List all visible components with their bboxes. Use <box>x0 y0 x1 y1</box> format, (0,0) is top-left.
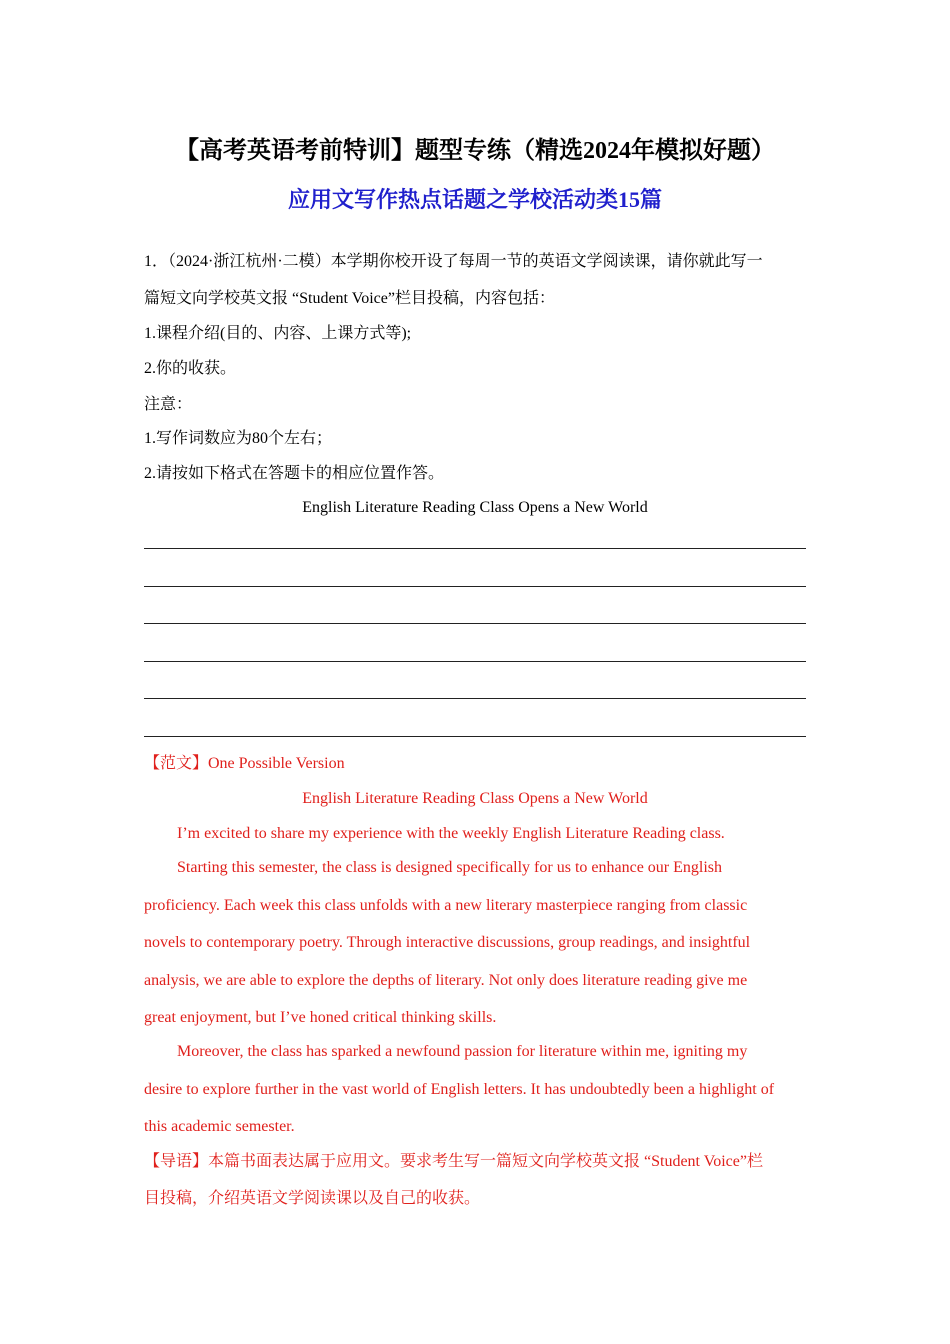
note-item-1: 1.写作词数应为80个左右； <box>144 430 333 447</box>
sample-paragraph-line: analysis, we are able to explore the depths of literary. Not only does literature reading give me <box>144 972 748 989</box>
sample-label: 【范文】One Possible Version <box>144 755 345 772</box>
guide-line-1: 【导语】本篇书面表达属于应用文。要求考生写一篇短文向学校英文报 “Student Voice”栏 <box>144 1153 763 1170</box>
sample-paragraph-line: Starting this semester, the class is designed specifically for us to enhance our English <box>177 859 723 876</box>
sample-paragraph-line: proficiency. Each week this class unfolds with a new literary masterpiece ranging from classic <box>144 897 748 914</box>
sample-paragraph-line: desire to explore further in the vast world of English letters. It has undoubtedly been a highlight of <box>144 1081 775 1098</box>
question-prompt-line-1: 1．（2024·浙江杭州·二模）本学期你校开设了每周一节的英语文学阅读课，请你就此写一 <box>144 253 763 270</box>
sample-title: English Literature Reading Class Opens a New World <box>302 790 648 807</box>
content-point-1: 1.课程介绍(目的、内容、上课方式等); <box>144 325 412 342</box>
sample-paragraph-line: Moreover, the class has sparked a newfound passion for literature within me, igniting my <box>177 1043 748 1060</box>
note-label: 注意： <box>144 396 193 413</box>
answer-line <box>144 548 806 549</box>
sample-paragraph-line: I’m excited to share my experience with the weekly English Literature Reading class. <box>177 825 725 842</box>
sample-paragraph-line: novels to contemporary poetry. Through interactive discussions, group readings, and insightful <box>144 934 751 951</box>
guide-line-2: 目投稿，介绍英语文学阅读课以及自己的收获。 <box>144 1190 481 1207</box>
answer-line <box>144 586 806 587</box>
answer-line <box>144 736 806 737</box>
sample-paragraph-line: great enjoyment, but I’ve honed critical thinking skills. <box>144 1009 497 1026</box>
question-prompt-line-2: 篇短文向学校英文报 “Student Voice”栏目投稿，内容包括： <box>144 290 555 307</box>
content-point-2: 2.你的收获。 <box>144 360 237 377</box>
sample-paragraph-line: this academic semester. <box>144 1118 295 1135</box>
answer-line <box>144 698 806 699</box>
note-item-2: 2.请按如下格式在答题卡的相应位置作答。 <box>144 465 445 482</box>
essay-title: English Literature Reading Class Opens a New World <box>302 499 648 516</box>
page-title: 【高考英语考前特训】题型专练（精选2024年模拟好题） <box>175 138 775 164</box>
answer-line <box>144 661 806 662</box>
answer-line <box>144 623 806 624</box>
page-subtitle: 应用文写作热点话题之学校活动类15篇 <box>287 187 662 212</box>
